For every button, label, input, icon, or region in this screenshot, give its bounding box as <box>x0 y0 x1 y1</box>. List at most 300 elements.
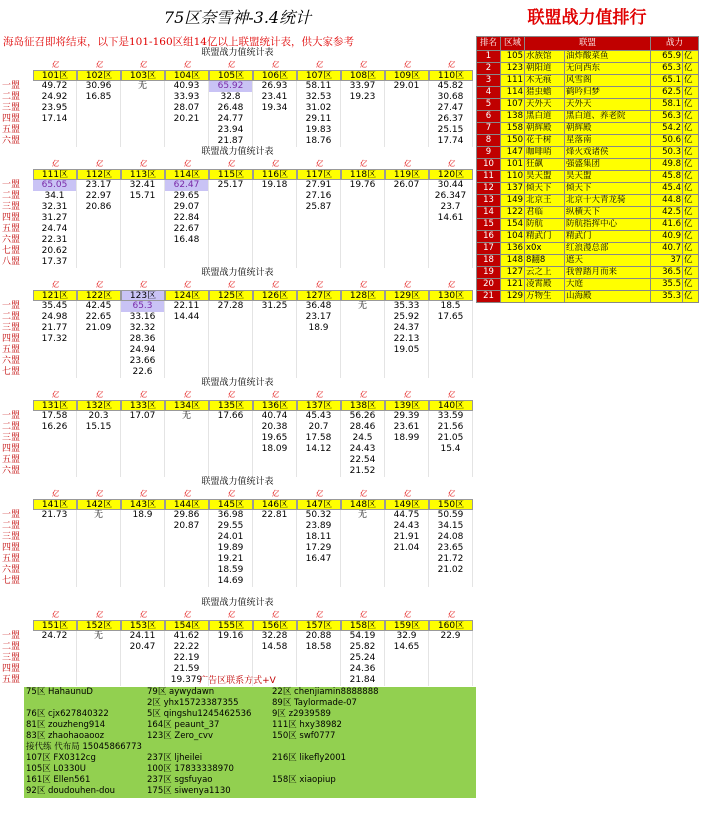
power-cell <box>385 136 429 147</box>
power-cell <box>165 323 209 334</box>
power-cell <box>77 642 121 653</box>
zone-header: 102区 <box>77 70 121 81</box>
power-cell <box>253 455 297 466</box>
power-cell: 24.92 <box>33 92 77 103</box>
unit-mark: 亿 <box>139 60 147 69</box>
power-cell <box>385 664 429 675</box>
power-cell: 18.9 <box>121 510 165 521</box>
ranking-rank: 18 <box>477 255 501 267</box>
power-cell <box>33 444 77 455</box>
ranking-zone: 147 <box>501 147 525 159</box>
unit-mark: 亿 <box>359 489 367 498</box>
power-cell: 29.65 <box>165 191 209 202</box>
power-cell: 28.46 <box>341 422 385 433</box>
power-cell <box>385 444 429 455</box>
ranking-power: 50.3 <box>651 147 683 159</box>
zone-header: 120区 <box>429 169 473 180</box>
power-cell: 18.9 <box>297 323 341 334</box>
power-cell <box>429 367 473 378</box>
power-cell <box>121 653 165 664</box>
zone-header: 128区 <box>341 290 385 301</box>
power-cell <box>121 257 165 268</box>
ad-contact: 107区 FX0312cg <box>26 753 96 763</box>
ranking-row <box>477 255 699 267</box>
alliance-label: 三盟 <box>2 323 21 333</box>
power-cell: 19.34 <box>253 103 297 114</box>
power-cell <box>253 257 297 268</box>
power-cell <box>341 543 385 554</box>
ranking-row <box>477 195 699 207</box>
power-cell: 32.8 <box>209 92 253 103</box>
power-cell: 35.33 <box>385 301 429 312</box>
ranking-alliance-b: 北京十大青龙骑 <box>565 195 651 207</box>
alliance-label: 五盟 <box>2 345 21 355</box>
power-cell: 33.97 <box>341 81 385 92</box>
power-cell: 无 <box>77 631 121 642</box>
power-cell <box>209 455 253 466</box>
alliance-row <box>0 301 475 312</box>
alliance-label: 四盟 <box>2 334 21 344</box>
power-cell: 24.36 <box>341 664 385 675</box>
unit-mark: 亿 <box>183 489 191 498</box>
power-cell: 22.81 <box>253 510 297 521</box>
ranking-unit: 亿 <box>683 183 699 195</box>
power-cell: 27.28 <box>209 301 253 312</box>
ranking-alliance-a: 8翻8 <box>525 255 565 267</box>
power-cell <box>297 664 341 675</box>
alliance-row <box>0 180 475 191</box>
power-cell <box>33 532 77 543</box>
alliance-label: 五盟 <box>2 554 21 564</box>
power-cell: 21.02 <box>429 565 473 576</box>
power-cell: 16.47 <box>297 554 341 565</box>
alliance-row <box>0 642 475 653</box>
ranking-alliance-a: 君临 <box>525 207 565 219</box>
ranking-zone: 114 <box>501 87 525 99</box>
power-cell <box>33 554 77 565</box>
ad-contact: 76区 cjx627840322 <box>26 709 109 719</box>
ad-contact: 接代练 代布局 15045866773 <box>26 742 142 752</box>
power-cell <box>165 466 209 477</box>
ranking-row <box>477 231 699 243</box>
power-cell <box>121 136 165 147</box>
zone-header: 114区 <box>165 169 209 180</box>
power-cell: 58.11 <box>297 81 341 92</box>
power-cell <box>121 521 165 532</box>
alliance-row <box>0 653 475 664</box>
zone-header: 129区 <box>385 290 429 301</box>
zone-header: 131区 <box>33 400 77 411</box>
power-cell: 23.95 <box>33 103 77 114</box>
unit-mark: 亿 <box>447 390 455 399</box>
ranking-zone: 107 <box>501 99 525 111</box>
ranking-power: 36.5 <box>651 267 683 279</box>
power-cell <box>253 345 297 356</box>
power-cell: 65.3 <box>121 301 165 312</box>
power-cell <box>77 367 121 378</box>
power-cell <box>341 202 385 213</box>
ranking-alliance-a: 黑白道 <box>525 111 565 123</box>
power-cell: 22.13 <box>385 334 429 345</box>
power-cell <box>297 455 341 466</box>
power-cell: 21.84 <box>341 675 385 686</box>
ranking-alliance-b: 天外天 <box>565 99 651 111</box>
unit-mark: 亿 <box>315 489 323 498</box>
zone-header: 151区 <box>33 620 77 631</box>
zone-header: 106区 <box>253 70 297 81</box>
power-cell: 27.16 <box>297 191 341 202</box>
ranking-row <box>477 171 699 183</box>
unit-mark: 亿 <box>183 610 191 619</box>
alliance-row <box>0 532 475 543</box>
zone-header-row <box>0 499 475 510</box>
unit-mark: 亿 <box>447 60 455 69</box>
unit-mark: 亿 <box>51 489 59 498</box>
ranking-row <box>477 267 699 279</box>
ranking-zone: 104 <box>501 231 525 243</box>
zone-header: 122区 <box>77 290 121 301</box>
zone-header: 136区 <box>253 400 297 411</box>
power-cell: 35.45 <box>33 301 77 312</box>
zone-header-row <box>0 620 475 631</box>
power-cell <box>165 136 209 147</box>
power-cell <box>209 367 253 378</box>
ranking-row <box>477 123 699 135</box>
power-cell <box>165 334 209 345</box>
ranking-panel <box>476 0 698 303</box>
ranking-unit: 亿 <box>683 99 699 111</box>
power-cell <box>341 246 385 257</box>
ranking-zone: 154 <box>501 219 525 231</box>
power-cell <box>297 235 341 246</box>
ad-contact: 237区 ljheilei <box>147 753 203 763</box>
ranking-alliance-b: 鹤吟归梦 <box>565 87 651 99</box>
power-cell: 40.93 <box>165 81 209 92</box>
ranking-zone: 101 <box>501 159 525 171</box>
unit-mark: 亿 <box>447 610 455 619</box>
power-cell <box>209 444 253 455</box>
unit-mark: 亿 <box>271 60 279 69</box>
zone-header: 154区 <box>165 620 209 631</box>
power-cell: 27.91 <box>297 180 341 191</box>
zone-header: 144区 <box>165 499 209 510</box>
power-cell <box>209 334 253 345</box>
ranking-alliance-b: 朝辉殿 <box>565 123 651 135</box>
power-cell <box>297 576 341 587</box>
ranking-alliance-a: 狂飙 <box>525 159 565 171</box>
power-cell: 23.17 <box>77 180 121 191</box>
ranking-header-power: 战力 <box>651 37 699 51</box>
alliance-row <box>0 114 475 125</box>
power-cell <box>165 576 209 587</box>
power-cell: 16.85 <box>77 92 121 103</box>
power-cell <box>297 367 341 378</box>
power-cell: 44.75 <box>385 510 429 521</box>
ranking-rank: 1 <box>477 51 501 63</box>
ad-row <box>24 775 476 786</box>
power-cell: 17.74 <box>429 136 473 147</box>
power-cell: 50.59 <box>429 510 473 521</box>
power-cell: 33.59 <box>429 411 473 422</box>
ranking-table <box>476 36 699 303</box>
ranking-row <box>477 111 699 123</box>
ranking-unit: 亿 <box>683 231 699 243</box>
ranking-row <box>477 279 699 291</box>
alliance-label: 八盟 <box>2 257 21 267</box>
power-cell <box>209 356 253 367</box>
power-cell: 32.32 <box>121 323 165 334</box>
alliance-label: 五盟 <box>2 675 21 685</box>
ranking-zone: 111 <box>501 75 525 87</box>
power-cell <box>385 224 429 235</box>
ad-contact: 150区 swf0777 <box>272 731 336 741</box>
alliance-row <box>0 191 475 202</box>
stats-section <box>0 147 475 268</box>
power-cell <box>121 103 165 114</box>
unit-mark: 亿 <box>359 159 367 168</box>
unit-mark: 亿 <box>359 610 367 619</box>
power-cell <box>121 92 165 103</box>
ranking-unit: 亿 <box>683 159 699 171</box>
ranking-alliance-b: 山海殿 <box>565 291 651 303</box>
zone-header: 152区 <box>77 620 121 631</box>
ranking-alliance-b: 强盛集团 <box>565 159 651 171</box>
ranking-power: 49.8 <box>651 159 683 171</box>
power-cell: 25.15 <box>429 125 473 136</box>
ranking-alliance-a: 昊天盟 <box>525 171 565 183</box>
power-cell <box>341 521 385 532</box>
ranking-unit: 亿 <box>683 195 699 207</box>
alliance-label: 三盟 <box>2 103 21 113</box>
power-cell <box>209 213 253 224</box>
power-cell: 45.82 <box>429 81 473 92</box>
alliance-label: 六盟 <box>2 356 21 366</box>
unit-mark-row <box>0 158 475 169</box>
power-cell: 18.09 <box>253 444 297 455</box>
ad-contact: 75区 HahaunuD <box>26 687 93 697</box>
power-cell: 33.16 <box>121 312 165 323</box>
power-cell: 14.12 <box>297 444 341 455</box>
power-cell <box>385 653 429 664</box>
power-cell <box>341 114 385 125</box>
power-cell <box>165 554 209 565</box>
alliance-label: 二盟 <box>2 642 21 652</box>
ranking-unit: 亿 <box>683 255 699 267</box>
power-cell: 23.7 <box>429 202 473 213</box>
unit-mark: 亿 <box>139 390 147 399</box>
power-cell <box>297 224 341 235</box>
power-cell <box>77 334 121 345</box>
ranking-row <box>477 291 699 303</box>
power-cell <box>297 466 341 477</box>
zone-header: 149区 <box>385 499 429 510</box>
power-cell: 18.99 <box>385 433 429 444</box>
ranking-unit: 亿 <box>683 51 699 63</box>
power-cell: 54.19 <box>341 631 385 642</box>
zone-header: 105区 <box>209 70 253 81</box>
alliance-row <box>0 422 475 433</box>
power-cell: 32.31 <box>33 202 77 213</box>
power-cell: 30.44 <box>429 180 473 191</box>
ranking-alliance-a: 咖啡哨 <box>525 147 565 159</box>
power-cell <box>385 246 429 257</box>
ranking-unit: 亿 <box>683 135 699 147</box>
ranking-alliance-a: 倾天下 <box>525 183 565 195</box>
ranking-zone: 136 <box>501 243 525 255</box>
power-cell <box>253 202 297 213</box>
ranking-alliance-a: 防航 <box>525 219 565 231</box>
power-cell <box>77 664 121 675</box>
stats-section <box>0 477 475 587</box>
unit-mark: 亿 <box>403 390 411 399</box>
power-cell: 29.11 <box>297 114 341 125</box>
zone-header-row <box>0 400 475 411</box>
unit-mark: 亿 <box>139 489 147 498</box>
section-title: 联盟战力值统计表 <box>201 48 274 58</box>
ad-contact: 111区 hxy38982 <box>272 720 342 730</box>
ranking-zone: 122 <box>501 207 525 219</box>
power-cell: 16.48 <box>165 235 209 246</box>
alliance-label: 四盟 <box>2 213 21 223</box>
alliance-label: 二盟 <box>2 422 21 432</box>
ranking-alliance-b: 倾天下 <box>565 183 651 195</box>
ad-contact: 92区 doudouhen-dou <box>26 786 116 796</box>
ad-row <box>24 687 476 698</box>
alliance-row <box>0 92 475 103</box>
ranking-alliance-a: 猎虫蟾 <box>525 87 565 99</box>
power-cell <box>429 246 473 257</box>
zone-header: 142区 <box>77 499 121 510</box>
power-cell: 30.68 <box>429 92 473 103</box>
power-cell: 24.98 <box>33 312 77 323</box>
power-cell <box>165 565 209 576</box>
power-cell <box>165 345 209 356</box>
unit-mark: 亿 <box>183 159 191 168</box>
unit-mark: 亿 <box>359 60 367 69</box>
zone-header-row <box>0 169 475 180</box>
ranking-rank: 12 <box>477 183 501 195</box>
unit-mark: 亿 <box>51 280 59 289</box>
alliance-label: 五盟 <box>2 455 21 465</box>
ads-header: 广告区联系方式+V <box>199 676 276 686</box>
power-cell <box>165 444 209 455</box>
ranking-row <box>477 63 699 75</box>
ad-row <box>24 742 476 753</box>
power-cell: 22.84 <box>165 213 209 224</box>
power-cell <box>165 125 209 136</box>
power-cell: 24.74 <box>33 224 77 235</box>
ranking-row <box>477 183 699 195</box>
ranking-unit: 亿 <box>683 147 699 159</box>
power-cell: 22.65 <box>77 312 121 323</box>
power-cell <box>429 334 473 345</box>
ranking-power: 37 <box>651 255 683 267</box>
power-cell <box>209 422 253 433</box>
zone-header: 103区 <box>121 70 165 81</box>
ranking-power: 45.4 <box>651 183 683 195</box>
power-cell <box>297 653 341 664</box>
ranking-rank: 15 <box>477 219 501 231</box>
power-cell: 20.21 <box>165 114 209 125</box>
power-cell: 14.58 <box>253 642 297 653</box>
unit-mark: 亿 <box>95 390 103 399</box>
zone-header: 110区 <box>429 70 473 81</box>
power-cell <box>209 202 253 213</box>
power-cell <box>33 543 77 554</box>
power-cell <box>33 356 77 367</box>
power-cell <box>341 334 385 345</box>
power-cell <box>209 345 253 356</box>
unit-mark: 亿 <box>95 280 103 289</box>
power-cell: 27.47 <box>429 103 473 114</box>
power-cell: 25.92 <box>385 312 429 323</box>
zone-header: 116区 <box>253 169 297 180</box>
power-cell: 25.24 <box>341 653 385 664</box>
power-cell: 23.61 <box>385 422 429 433</box>
power-cell: 62.47 <box>165 180 209 191</box>
zone-header: 101区 <box>33 70 77 81</box>
ad-contact: 81区 zouzheng914 <box>26 720 106 730</box>
ranking-zone: 129 <box>501 291 525 303</box>
zone-header: 118区 <box>341 169 385 180</box>
section-title: 联盟战力值统计表 <box>201 268 274 278</box>
power-cell <box>385 92 429 103</box>
zone-header: 133区 <box>121 400 165 411</box>
alliance-row <box>0 334 475 345</box>
alliance-label: 五盟 <box>2 224 21 234</box>
power-cell <box>385 356 429 367</box>
ranking-power: 35.5 <box>651 279 683 291</box>
power-cell: 19.18 <box>253 180 297 191</box>
unit-mark: 亿 <box>95 159 103 168</box>
power-cell <box>429 345 473 356</box>
unit-mark: 亿 <box>227 60 235 69</box>
alliance-label: 六盟 <box>2 565 21 575</box>
power-cell: 50.32 <box>297 510 341 521</box>
section-title: 联盟战力值统计表 <box>201 477 274 487</box>
zone-header: 126区 <box>253 290 297 301</box>
power-cell <box>253 334 297 345</box>
power-cell <box>33 345 77 356</box>
power-cell <box>77 224 121 235</box>
alliance-row <box>0 81 475 92</box>
ranking-row <box>477 243 699 255</box>
zone-header: 150区 <box>429 499 473 510</box>
power-cell: 21.09 <box>77 323 121 334</box>
power-cell <box>253 356 297 367</box>
ranking-alliance-a: 云之上 <box>525 267 565 279</box>
ranking-rank: 10 <box>477 159 501 171</box>
alliance-label: 三盟 <box>2 433 21 443</box>
power-cell <box>429 664 473 675</box>
power-cell <box>165 433 209 444</box>
power-cell: 24.77 <box>209 114 253 125</box>
power-cell: 17.65 <box>429 312 473 323</box>
alliance-row <box>0 433 475 444</box>
power-cell: 18.5 <box>429 301 473 312</box>
power-cell: 29.39 <box>385 411 429 422</box>
power-cell <box>121 565 165 576</box>
power-cell: 26.37 <box>429 114 473 125</box>
ranking-alliance-a: 花千树 <box>525 135 565 147</box>
power-cell: 19.379 <box>165 675 209 686</box>
power-cell: 15.15 <box>77 422 121 433</box>
power-cell: 24.11 <box>121 631 165 642</box>
ad-row <box>24 709 476 720</box>
power-cell <box>385 455 429 466</box>
alliance-label: 四盟 <box>2 664 21 674</box>
ranking-power: 65.1 <box>651 75 683 87</box>
